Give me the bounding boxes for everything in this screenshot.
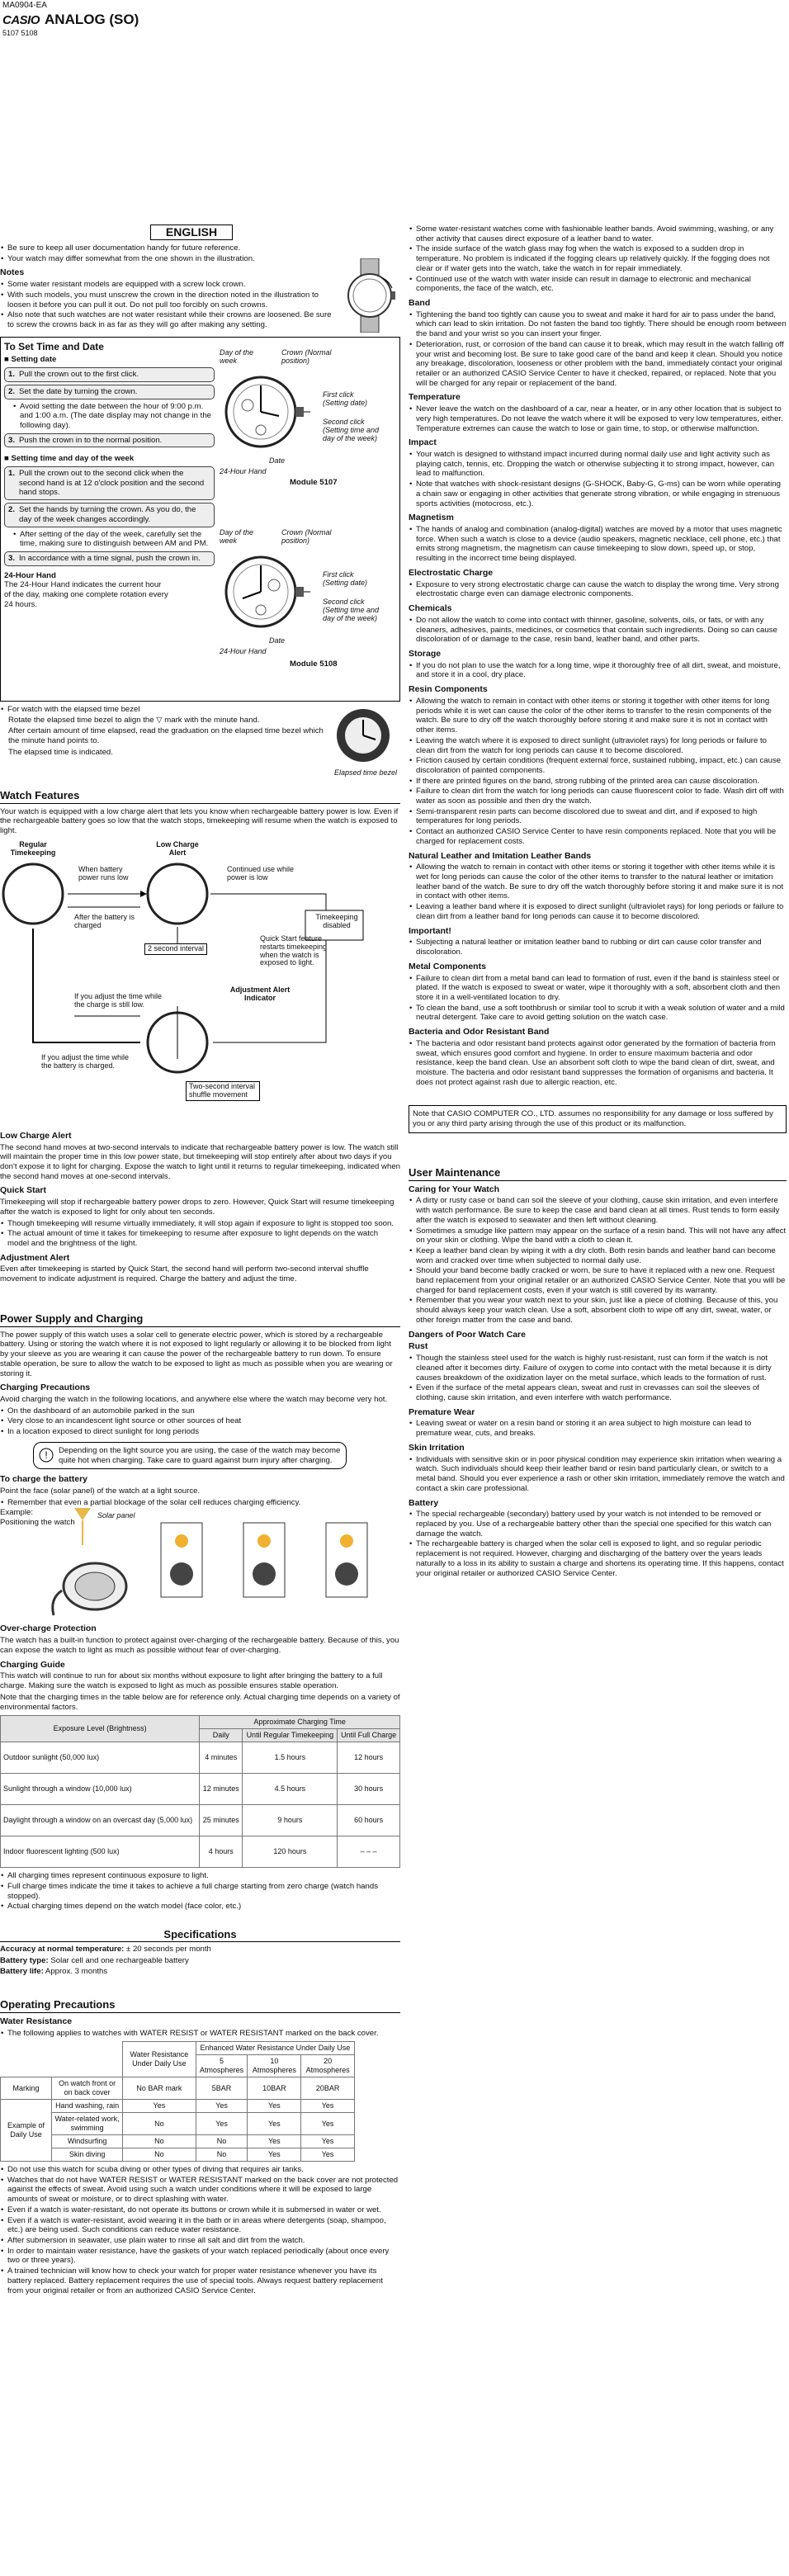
list-item: • Be sure to keep all user documentation handy for future reference.	[0, 243, 334, 253]
bezel-text-3: The elapsed time is indicated.	[8, 747, 113, 757]
table-row	[1, 1836, 400, 1868]
step-text: Set the date by turning the crown.	[19, 386, 138, 396]
magnetism-heading: Magnetism	[409, 513, 454, 523]
list-item: • Remember that even a partial blockage of the solar cell reduces charging efficiency.	[0, 1498, 400, 1508]
list-item: • The special rechargeable (secondary) battery used by your watch is not intended to be removed or replaced by you. Use of a rechargeable battery other than the special one specified for this watch can damage the watch.	[409, 1510, 787, 1539]
list-item: • After setting of the day of the week, carefully set the time, making sure to distinguish between AM and PM.	[12, 530, 215, 549]
accuracy-value: ± 20 seconds per month	[126, 1944, 211, 1954]
step-2b: 2. Set the hands by turning the crown. As you do, the day of the week changes accordingly.	[4, 503, 215, 527]
list-item: • For watch with the elapsed time bezel	[0, 705, 326, 715]
table-cell: No BAR mark	[123, 2077, 196, 2100]
table-cell: Daylight through a window on an overcast day (5,000 lux)	[1, 1805, 200, 1836]
diagram-label-2sec: 2 second interval	[144, 943, 207, 955]
table-cell: 10BAR	[248, 2077, 301, 2100]
list-item: • The bacteria and odor resistant band protects against odor generated by the formation of bacteria from sweat, which ensures good comfort and hygiene. In order to ensure maximum bacteria and odor resistance, keep the band clean. Use an absorbent soft cloth to wipe the band clean of dirt, sweat, and moisture. The bacteria and odor resistant band suppresses the formation of organisms and bacteria. It does not protect against rash due to allergic reaction, etc.	[409, 1039, 787, 1088]
list-item: • Very close to an incandescent light source or other sources of heat	[0, 1416, 400, 1426]
list-item: • Note that watches with shock-resistant designs (G-SHOCK, Baby-G, G-ms) can be worn while operating a chain saw or engaging in other activities that generate strong vibration, or while engaging in strenuous sports activities (motocross, etc.).	[409, 480, 787, 508]
list-item: • Tightening the band too tightly can cause you to sweat and make it hard for air to pass under the band, which can lead to skin irritation. Do not fasten the band too tightly. There should be enough room between the band and your wrist so you can insert your finger.	[409, 310, 787, 339]
table-cell: Windsurfing	[52, 2135, 123, 2148]
list-item: • All charging times represent continuous exposure to light.	[0, 1871, 400, 1881]
battery-type-value: Solar cell and one rechargeable battery	[50, 1955, 189, 1965]
temperature-heading: Temperature	[409, 392, 461, 403]
list-item: • Subjecting a natural leather or imitation leather band to rubbing or dirt can cause color transfer and discoloration.	[409, 938, 787, 957]
list-item: • Avoid setting the date between the hour of 9:00 p.m. and 1:00 a.m. (The date display may not change in the following day).	[12, 402, 215, 431]
caring-heading: Caring for Your Watch	[409, 1184, 500, 1194]
table-cell: – – –	[338, 1836, 400, 1868]
list-item: • Even if a watch is water-resistant, avoid wearing it in the bath or in areas where detergents (soap, shampoo, etc.) are being used. Such conditions can reduce water resistance.	[0, 2216, 400, 2235]
watch-features-text: Your watch is equipped with a low charge alert that lets you know when rechargeable battery power is low. Even if the rechargeable battery goes so low that the watch stops, timekeeping will resume when the watch is exposed to light.	[0, 806, 399, 836]
watch-features-heading: Watch Features	[0, 789, 400, 804]
list-item: • Friction caused by certain conditions (frequent external force, sustained rubbing, impact, etc.) can cause discoloration of painted components.	[409, 756, 787, 775]
intro-list	[0, 243, 334, 263]
table-cell: No	[123, 2148, 196, 2162]
label-second-click: Second click (Setting time and day of the week)	[323, 597, 380, 622]
list-item: • Leaving a leather band where it is exposed to direct sunlight (ultraviolet rays) for long periods or failure to clean dirt from a leather band for long periods can cause it to become discolored.	[409, 902, 787, 921]
table-cell: 5BAR	[196, 2077, 248, 2100]
charging-precautions-heading: Charging Precautions	[0, 1383, 91, 1393]
section-english: ENGLISH	[150, 225, 233, 240]
table-cell: Hand washing, rain	[52, 2100, 123, 2113]
charging-guide-heading: Charging Guide	[0, 1659, 65, 1670]
list-item: • Some water-resistant watches come with fashionable leather bands. Avoid swimming, washing, or any other activity that causes direct exposure of a leather band to water.	[409, 225, 787, 243]
bezel-caption: Elapsed time bezel	[333, 768, 397, 777]
module-5108-label: Module 5108	[290, 659, 338, 669]
list-item: • Do not allow the watch to come into contact with thinner, gasoline, solvents, oils, or fats, or with any cleaners, adhesives, paints, medicines, or cosmetics that contain such ingredients. Doing so can cause discoloration of or damage to the case, resin band, leather band, and other parts.	[409, 616, 787, 645]
list-item: • After submersion in seawater, use plain water to rinse all salt and dirt from the watch.	[0, 2236, 400, 2246]
module-numbers: 5107 5108	[2, 29, 38, 37]
table-header: Exposure Level (Brightness)	[1, 1716, 200, 1742]
list-item: • Should your band become badly cracked or worn, be sure to have it replaced with a new one. Request band replacement from your original retailer or an authorized CASIO Service Center. Note that you will be charged for band replacement costs, even if your watch is still covered by its warranty.	[409, 1266, 787, 1295]
list-item: • In a location exposed to direct sunlight for long periods	[0, 1427, 400, 1437]
table-cell: Yes	[301, 2100, 355, 2113]
svg-text:!: !	[45, 1449, 48, 1461]
table-cell: Sunlight through a window (10,000 lux)	[1, 1774, 200, 1805]
label-date: Date	[269, 636, 286, 645]
charging-guide-text: This watch will continue to run for about six months without exposure to light after bringing the battery to a full charge. Making sure the watch is exposed to light as much as possible ensures stable operation.	[0, 1671, 383, 1691]
list-item: • Keep a leather band clean by wiping it with a dry cloth. Both resin bands and leather band can become worn and cracked over time when subjected to normal daily use.	[409, 1246, 787, 1265]
adjustment-text: Even after timekeeping is started by Quick Start, the second hand will perform two-second interval shuffle movement to indicate adjustment is required. Charge the battery and adjust the time.	[0, 1264, 369, 1284]
warning-text: Depending on the light source you are using, the case of the watch may become quite hot when charging. Take care to guard against burn injury after charging.	[59, 1445, 341, 1465]
bacteria-heading: Bacteria and Odor Resistant Band	[409, 1027, 550, 1037]
table-cell: Yes	[248, 2135, 301, 2148]
table-row	[1, 2100, 355, 2113]
resin-heading: Resin Components	[409, 684, 488, 695]
band-heading: Band	[409, 297, 431, 308]
low-charge-heading: Low Charge Alert	[0, 1130, 72, 1141]
rust-heading: Rust	[409, 1341, 428, 1352]
table-cell: Yes	[301, 2148, 355, 2162]
warning-box	[33, 1442, 347, 1469]
list-item: • If you do not plan to use the watch for a long time, wipe it thoroughly free of all dirt, sweat, and moisture, and store it in a cool, dry place.	[409, 661, 787, 680]
water-resistance-heading: Water Resistance	[0, 2016, 73, 2026]
step-text: Push the crown in to the normal position.	[19, 435, 163, 445]
watch-positioning-icon	[45, 1508, 384, 1619]
dangers-heading: Dangers of Poor Watch Care	[409, 1329, 526, 1340]
list-item: • Never leave the watch on the dashboard of a car, near a heater, or in any other location that is subject to very high temperatures. Do not leave the watch where it will be exposed to very low temperatures, either. Temperature extremes can cause the watch to lose or gain time, to stop, or otherwise malfunction.	[409, 404, 787, 433]
operating-precautions-heading: Operating Precautions	[0, 1998, 400, 2013]
table-header: 5 Atmospheres	[196, 2055, 248, 2077]
power-text: The power supply of this watch uses a solar cell to generate electric power, which is stored by a rechargeable battery. Using or storing the watch where it is not exposed to light regularly or allowing it to be blocked from light by your sleeve as you are wearing it can cause the power of the rechargeable battery to run down. To ensure stable operation, be sure to allow the watch to be exposed to light as much as possible when you are wearing or storing it.	[0, 1330, 393, 1378]
table-cell: 120 hours	[243, 1836, 338, 1868]
setting-time-heading: ■ Setting time and day of the week	[4, 454, 135, 464]
table-cell: Water-related work, swimming	[52, 2113, 123, 2135]
table-cell: 4.5 hours	[243, 1774, 338, 1805]
label-24-hour: 24-Hour Hand	[220, 466, 267, 475]
setting-time-label: Setting time and day of the week	[11, 454, 135, 464]
list-item: • Do not use this watch for scuba diving or other types of diving that requires air tanks.	[0, 2165, 400, 2175]
bezel-watch-icon	[334, 707, 392, 764]
step-3b: 3. In accordance with a time signal, push the crown in.	[4, 551, 215, 566]
table-cell: Yes	[248, 2113, 301, 2135]
table-cell: Yes	[248, 2148, 301, 2162]
table-cell: No	[123, 2113, 196, 2135]
battery-heading: Battery	[409, 1497, 439, 1508]
list-item: • Leaving sweat or water on a resin band or storing it an area subject to high moisture can lead to premature wear, cuts, and breaks.	[409, 1419, 787, 1438]
step-2: 2. Set the date by turning the crown.	[4, 385, 215, 399]
set-time-box	[0, 337, 400, 702]
table-row	[1, 2113, 355, 2135]
step-text: In accordance with a time signal, push the crown in.	[19, 553, 201, 563]
list-item: • Allowing the watch to remain in contact with other items or storing it together with other items while it is wet for long periods can cause the color of the other items to transfer to the natural leather or imitation leather band of the watch. Be sure to dry off the watch thoroughly before storing it and make sure it is not in contact with other items.	[409, 863, 787, 901]
list-item: • If there are printed figures on the band, strong rubbing of the printed area can cause discoloration.	[409, 777, 787, 787]
table-cell: No	[196, 2135, 248, 2148]
charge-step-1: Point the face (solar panel) of the watch at a light source.	[0, 1487, 201, 1496]
battery-life-value: Approx. 3 months	[45, 1967, 108, 1977]
table-row	[1, 2077, 355, 2100]
table-cell: 12 minutes	[200, 1774, 243, 1805]
disclaimer-box: Note that CASIO COMPUTER CO., LTD. assumes no responsibility for any damage or loss suffered by you or any third party arising through the use of this product or its malfunction.	[409, 1105, 787, 1132]
table-cell: Example of Daily Use	[1, 2100, 52, 2162]
battery-type-label: Battery type:	[0, 1955, 49, 1965]
low-charge-text: The second hand moves at two-second intervals to indicate that rechargeable battery power is low. The watch still will maintain the proper time in this low power state, but timekeeping will stop entirely after about two days if you don't expose it to light for charging. Expose the watch to light until it returns to regular timekeeping, indicated when the second hand moves at one-second intervals.	[0, 1142, 400, 1181]
list-item: • On the dashboard of an automobile parked in the sun	[0, 1406, 400, 1416]
list-item: • Deterioration, rust, or corrosion of the band can cause it to break, which may result in the watch falling off your wrist and becoming lost. Be sure to take good care of the band and keep it clean. Should you notice any breakage, discoloration, looseness or other problem with the band, immediately contact your original retailer or an authorized CASIO Service Center to have it checked, repaired, or replaced. Note that you will be charged for any repair or replacement of the band.	[409, 340, 787, 389]
list-item: • Even if the surface of the metal appears clean, sweat and rust in crevasses can soil the sleeves of clothing, cause skin irritation, and even interfere with watch performance.	[409, 1383, 787, 1402]
label-day-of-week: Day of the week	[220, 527, 254, 545]
screw-crown-watch-icon	[346, 258, 395, 333]
table-cell: 25 minutes	[200, 1805, 243, 1836]
table-header: 20 Atmospheres	[301, 2055, 355, 2077]
diagram-label-quick-start: Quick Start feature restarts timekeeping when the watch is exposed to light.	[260, 934, 328, 967]
chemicals-heading: Chemicals	[409, 603, 452, 614]
positioning-label: Positioning the watch	[0, 1518, 75, 1528]
label-day-of-week: Day of the week	[220, 347, 254, 365]
table-cell: 12 hours	[338, 1742, 400, 1774]
label-date: Date	[269, 456, 286, 465]
list-item: • Some water resistant models are equipped with a screw lock crown.	[0, 280, 334, 290]
triangle-mark-icon: ▽	[156, 715, 163, 725]
list-item: • Allowing the watch to remain in contact with other items or storing it together with other items for long periods while it is wet can cause the color of the other items to transfer to the resin components of the watch. Be sure to dry off the watch thoroughly before storing it and make sure it is not in contact with other items.	[409, 697, 787, 735]
table-row	[1, 1805, 400, 1836]
list-item: • Also note that such watches are not water resistant while their crowns are loosened. Be sure to screw the crowns back in as far as they will go after making any setting.	[0, 310, 334, 329]
label-first-click: First click (Setting date)	[323, 390, 368, 407]
24-hour-text: The 24-Hour Hand indicates the current hour of the day, making one complete rotation every 24 hours.	[4, 580, 168, 609]
table-header: 10 Atmospheres	[248, 2055, 301, 2077]
list-item: • Continued use of the watch with water inside can result in damage to electronic and mechanical components, the face of the watch, etc.	[409, 275, 787, 294]
table-cell: 60 hours	[338, 1805, 400, 1836]
table-header: Approximate Charging Time	[200, 1716, 400, 1729]
charge-battery-heading: To charge the battery	[0, 1474, 87, 1485]
list-item: • The following applies to watches with WATER RESIST or WATER RESISTANT marked on the back cover.	[0, 2029, 400, 2039]
list-item: • Though timekeeping will resume virtually immediately, it will stop again if exposure to light is stopped too soon.	[0, 1219, 400, 1229]
table-header: Until Full Charge	[338, 1729, 400, 1742]
list-item: • Leaving the watch where it is exposed to direct sunlight (ultraviolet rays) for long periods or failure to clean dirt from the watch for long periods can cause it to become discolored.	[409, 736, 787, 755]
setting-date-label: Setting date	[11, 355, 57, 365]
diagram-label-continued: Continued use while power is low	[227, 864, 295, 882]
impact-heading: Impact	[409, 437, 437, 448]
table-row	[1, 2135, 355, 2148]
page-title: ANALOG (SO)	[45, 12, 139, 27]
diagram-label-low: Low Charge Alert	[156, 839, 199, 857]
list-item: • Sometimes a smudge like pattern may appear on the surface of a resin band. This will not have any affect on your skin or clothing. Wipe the band with a cloth to clean it.	[409, 1227, 787, 1245]
list-item: • Even if a watch is water-resistant, do not operate its buttons or crown while it is submersed in water or wet.	[0, 2205, 400, 2215]
table-cell: Indoor fluorescent lighting (500 lux)	[1, 1836, 200, 1868]
skin-irritation-heading: Skin Irritation	[409, 1442, 465, 1453]
list-item: • Contact an authorized CASIO Service Center to have resin components replaced. Note that you will be charged for replacement costs.	[409, 827, 787, 846]
power-heading: Power Supply and Charging	[0, 1312, 400, 1327]
diagram-label-adjustment: Adjustment Alert Indicator	[229, 985, 291, 1002]
table-cell: 1.5 hours	[243, 1742, 338, 1774]
battery-life-label: Battery life:	[0, 1967, 44, 1977]
watch-5108-icon	[220, 551, 310, 633]
bezel-text-1: Rotate the elapsed time bezel to align the	[8, 715, 154, 725]
table-cell: 4 minutes	[200, 1742, 243, 1774]
premature-wear-heading: Premature Wear	[409, 1406, 475, 1417]
table-header: Enhanced Water Resistance Under Daily Use	[196, 2042, 354, 2055]
storage-heading: Storage	[409, 648, 442, 659]
table-row	[1, 1742, 400, 1774]
list-item: • The actual amount of time it takes for timekeeping to resume after exposure to light depends on the watch model and the brightness of the light.	[0, 1229, 400, 1248]
water-list	[0, 2165, 400, 2295]
step-text: Set the hands by turning the crown. As you do, the day of the week changes accordingly.	[19, 505, 196, 524]
list-item: • Failure to clean dirt from the watch for long periods can cause fluorescent color to fade. Wash dirt off with water as soon as possible and then dry the watch.	[409, 787, 787, 806]
table-cell: On watch front or on back cover	[52, 2077, 123, 2100]
setting-date-heading: ■ Setting date	[4, 355, 57, 365]
label-second-click: Second click (Setting time and day of the week)	[323, 417, 380, 442]
list-item: • Your watch may differ somewhat from the one shown in the illustration.	[0, 254, 334, 264]
quick-start-heading: Quick Start	[0, 1185, 47, 1196]
diagram-label-charged: If you adjust the time while the battery is charged.	[41, 1052, 130, 1070]
leather-heading: Natural Leather and Imitation Leather Bands	[409, 850, 592, 861]
step-text: Pull the crown out to the second click when the second hand is at 12 o'clock position and the second hand stops.	[19, 469, 205, 498]
water-table	[0, 2041, 355, 2162]
table-cell: Outdoor sunlight (50,000 lux)	[1, 1742, 200, 1774]
notes-heading: Notes	[0, 267, 25, 278]
table-cell: Marking	[1, 2077, 52, 2100]
table-cell: Skin diving	[52, 2148, 123, 2162]
quick-start-text: Timekeeping will stop if rechargeable battery power drops to zero. However, Quick Start will resume timekeeping after the watch is exposed to light for only about ten seconds.	[0, 1198, 394, 1217]
overcharge-heading: Over-charge Protection	[0, 1624, 97, 1634]
diagram-label-runs-low: When battery power runs low	[78, 864, 129, 882]
label-crown: Crown (Normal position)	[281, 347, 332, 365]
positioning-diagram	[0, 1508, 400, 1619]
list-item: • A dirty or rusty case or band can soil the sleeve of your clothing, cause skin irritation, and even interfere with watch performance. Be sure to keep the case and band clean at all times. Rust tends to form easily after the watch is exposed to seawater and then left without cleaning.	[409, 1196, 787, 1225]
charging-guide-note: Note that the charging times in the table below are for reference only. Actual charging time depends on a variety of environmental factors.	[0, 1692, 400, 1712]
diagram-label-after-charge: After the battery is charged	[74, 912, 135, 929]
doc-code: MA0904-EA	[2, 1, 47, 10]
list-item: • Your watch is designed to withstand impact incurred during normal daily use and light activity such as playing catch, tennis, etc. Dropping the watch or otherwise subjecting it to strong impact, however, can lead to malfunction.	[409, 450, 787, 479]
adjustment-heading: Adjustment Alert	[0, 1252, 70, 1263]
module-5107-label: Module 5107	[290, 477, 338, 487]
list-item: • Watches that do not have WATER RESIST or WATER RESISTANT marked on the back cover are not protected against the effects of sweat. Avoid using such a watch under conditions where it will be exposed to large amounts of sweat or moisture, or to direct splashing with water.	[0, 2176, 400, 2205]
list-item: • In order to maintain water resistance, have the gaskets of your watch replaced periodically (about once every two or three years).	[0, 2247, 400, 2266]
electrostatic-heading: Electrostatic Charge	[409, 567, 494, 578]
solar-panel-label: Solar panel	[97, 1511, 135, 1520]
table-cell: Yes	[196, 2113, 248, 2135]
table-cell: No	[196, 2148, 248, 2162]
bezel-text-1b: mark with the minute hand.	[164, 715, 260, 725]
table-header: Water Resistance Under Daily Use	[123, 2042, 196, 2077]
list-item: • Exposure to very strong electrostatic charge can cause the watch to display the wrong time. Very strong electrostatic charge even can damage electronic components.	[409, 580, 787, 599]
list-item: • The inside surface of the watch glass may fog when the watch is exposed to a sudden drop in temperature. No problem is indicated if the fogging clears up relatively quickly. If the fogging does not clear or if water gets into the watch, take the watch in for repair immediately.	[409, 244, 787, 273]
label-crown: Crown (Normal position)	[281, 527, 332, 545]
list-item: • With such models, you must unscrew the crown in the direction noted in the illustration to loosen it before you can pull it out. Do not pull too forcibly on such crowns.	[0, 291, 334, 310]
table-cell: Yes	[196, 2100, 248, 2113]
step-1b: 1. Pull the crown out to the second click when the second hand is at 12 o'clock position and the second hand stops.	[4, 466, 215, 500]
example-label: Example:	[0, 1508, 33, 1518]
table-cell: Yes	[123, 2100, 196, 2113]
list-item: • Full charge times indicate the time it takes to achieve a full charge starting from zero charge (watch hands stopped).	[0, 1882, 400, 1901]
list-item: • Actual charging times depend on the watch model (face color, etc.)	[0, 1902, 400, 1912]
label-first-click: First click (Setting date)	[323, 570, 368, 587]
diagram-label-shuffle: Two-second interval shuffle movement	[186, 1081, 260, 1101]
table-cell: 30 hours	[338, 1774, 400, 1805]
user-maintenance-heading: User Maintenance	[409, 1166, 787, 1181]
table-row	[1, 1774, 400, 1805]
table-cell: No	[123, 2135, 196, 2148]
table-cell: 9 hours	[243, 1805, 338, 1836]
low-charge-diagram	[0, 838, 400, 1127]
list-item: • Though the stainless steel used for the watch is highly rust-resistant, rust can form if the watch is not cleaned after it becomes dirty. Failure of oxygen to come into contact with the metal because it is dirty causes breakdown of the oxidization layer on the metal surface, which leads to the formation of rust.	[409, 1354, 787, 1383]
list-item: • The rechargeable battery is charged when the solar cell is exposed to light, and so regular periodic replacement is not required. However, charging and discharging of the battery over the years leads naturally to a loss in its ability to sustain a charge and shortens its operating time. If this happens, contact your original retailer or authorized CASIO Service Center.	[409, 1539, 787, 1578]
important-heading: Important!	[409, 925, 451, 936]
list-item: • Failure to clean dirt from a metal band can lead to formation of rust, even if the band is stainless steel or plated. If the watch is exposed to sweat or water, wipe it thoroughly with a soft, absorbent cloth and then store it in a well-ventilated location to dry.	[409, 974, 787, 1003]
diagram-label-disabled: Timekeeping disabled	[315, 912, 358, 929]
charging-precautions-text: Avoid charging the watch in the following locations, and anywhere else where the watch may become very hot.	[0, 1395, 388, 1405]
list-item: • A trained technician will know how to check your watch for proper water resistance whenever you have its battery replaced. Battery replacement requires the use of special tools. Always request battery replacement from your original retailer or from an authorized CASIO Service Center.	[0, 2266, 400, 2295]
step-3: 3. Push the crown in to the normal position.	[4, 433, 215, 448]
left-column	[0, 225, 400, 2569]
table-cell: 20BAR	[301, 2077, 355, 2100]
warning-icon	[39, 1448, 54, 1463]
list-item: • Remember that you wear your watch next to your skin, just like a piece of clothing. Because of this, you should always keep your watch clean. Use a soft, absorbent cloth to wipe off any dirt, sweat, water, or other foreign matter from the case and band.	[409, 1296, 787, 1325]
right-column	[409, 225, 787, 2569]
charging-table	[0, 1715, 400, 1868]
step-text: Pull the crown out to the first click.	[19, 370, 139, 380]
metal-heading: Metal Components	[409, 961, 486, 971]
list-item: • The hands of analog and combination (analog-digital) watches are moved by a motor that uses magnetic force. When such a watch is close to a device (audio speakers, magnetic necklace, cell phone, etc.) that emits strong magnetism, the magnetism can cause timekeeping to slow down, speed up, or stop, resulting in the incorrect time being displayed.	[409, 525, 787, 564]
24-hour-heading: 24-Hour Hand	[4, 570, 56, 580]
title-block	[2, 12, 139, 29]
notes-list	[0, 280, 334, 330]
accuracy-label: Accuracy at normal temperature:	[0, 1944, 125, 1954]
watch-5107-icon	[220, 371, 310, 453]
list-item: • Individuals with sensitive skin or in poor physical condition may experience skin irritation when wearing a watch. Such individuals should keep their leather band or resin band particularly clean, or switch to a metal band. Should you ever experience a rash or other skin irritation, immediately remove the watch and contact a skin care professional.	[409, 1455, 787, 1494]
table-header: Until Regular Timekeeping	[243, 1729, 338, 1742]
overcharge-text: The watch has a built-in function to protect against over-charging of the rechargeable battery. Because of this, you can expose the watch to light as much as possible without fear of over-charging.	[0, 1636, 399, 1655]
bezel-text-2: After certain amount of time elapsed, read the graduation on the elapsed time bezel which the minute hand points to.	[8, 726, 324, 745]
brand-logo: CASIO	[2, 13, 40, 27]
step-1: 1. Pull the crown out to the first click.	[4, 367, 215, 382]
list-item: • To clean the band, use a soft toothbrush or similar tool to scrub it with a weak solution of water and a mild neutral detergent. Take care to avoid getting solution on the watch case.	[409, 1004, 787, 1023]
table-row	[1, 2148, 355, 2162]
label-24-hour: 24-Hour Hand	[220, 646, 267, 655]
table-cell: Yes	[301, 2113, 355, 2135]
specs-heading: Specifications	[0, 1928, 400, 1942]
table-cell: Yes	[301, 2135, 355, 2148]
diagram-label-regular: Regular Timekeeping	[10, 839, 56, 857]
list-item: • Semi-transparent resin parts can become discolored due to sweat and dirt, and if exposed to high temperatures for long periods.	[409, 807, 787, 826]
set-time-title: To Set Time and Date	[4, 340, 104, 352]
diagram-label-still-low: If you adjust the time while the charge is still low.	[74, 991, 163, 1009]
table-cell: Yes	[248, 2100, 301, 2113]
table-header: Daily	[200, 1729, 243, 1742]
bezel-section	[0, 705, 400, 787]
table-cell: 4 hours	[200, 1836, 243, 1868]
